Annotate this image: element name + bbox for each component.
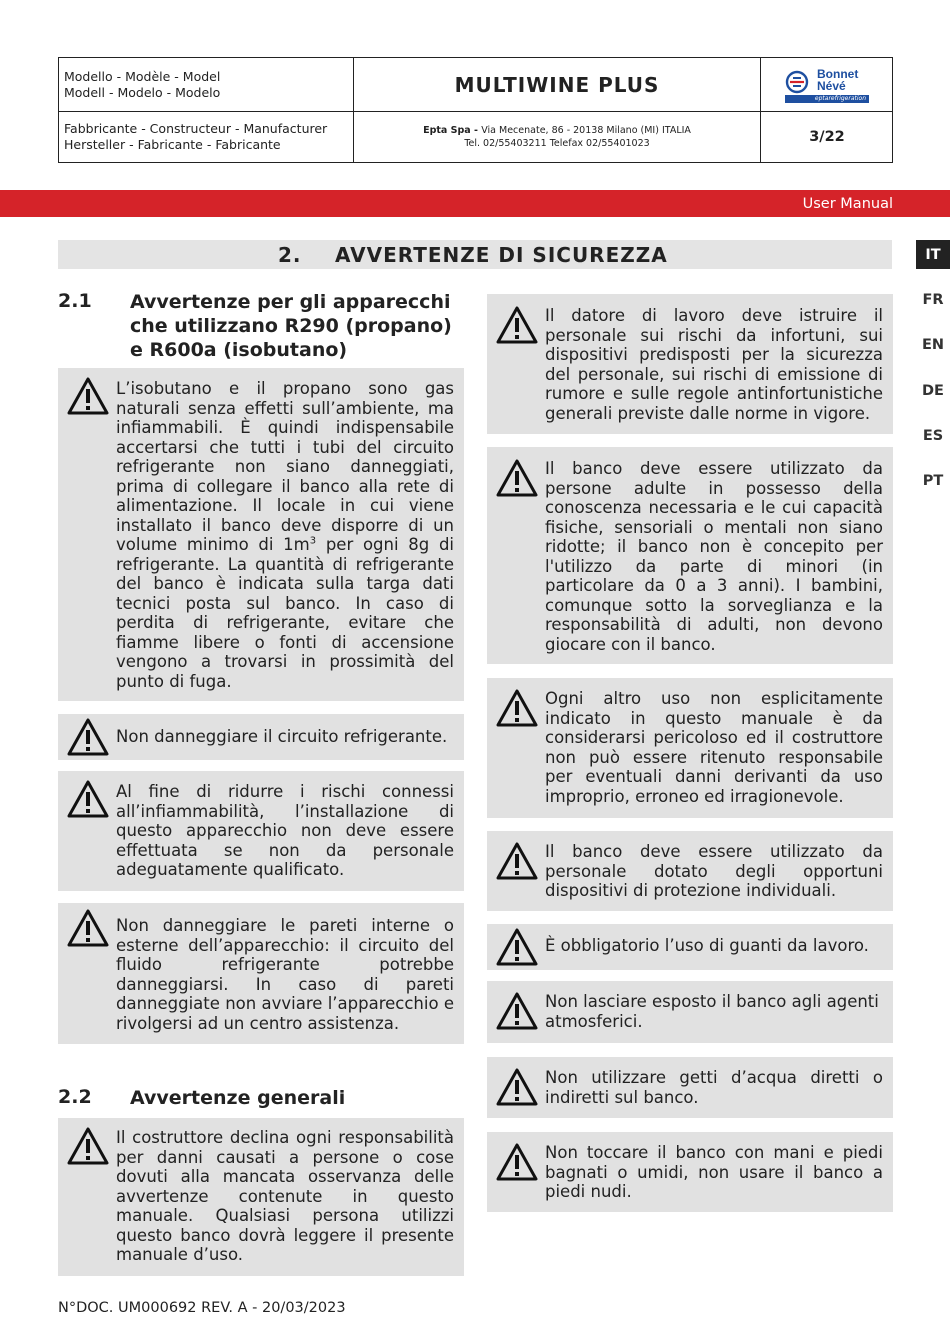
product-name: MULTIWINE PLUS xyxy=(354,58,761,112)
warning-text: Non lasciare esposto il banco agli agenti atmosferici. xyxy=(545,992,879,1031)
manual-type-label: User Manual xyxy=(802,196,893,212)
warning-triangle-icon xyxy=(66,779,110,819)
warning-triangle-icon xyxy=(66,376,110,416)
warning-text: Non toccare il banco con mani e piedi bagnati o umidi, non usare il banco a piedi nudi. xyxy=(545,1143,883,1201)
manufacturer-info-cell xyxy=(354,112,761,162)
warning-box xyxy=(487,924,893,970)
company-address: Via Mecenate, 86 - 20138 Milano (MI) ITALIA xyxy=(481,125,691,136)
warning-box xyxy=(487,294,893,434)
brand-logo-cell xyxy=(761,58,893,112)
model-label-line-2: Modell - Modelo - Modelo xyxy=(64,85,221,100)
warning-box xyxy=(58,1118,464,1276)
logo-line-2: Névé xyxy=(817,79,846,93)
warning-box xyxy=(487,981,893,1043)
warning-triangle-icon xyxy=(495,927,539,967)
manufacturer-label-line-1: Fabbricante - Constructeur - Manufacturer xyxy=(64,121,328,136)
manufacturer-label-cell xyxy=(59,112,354,162)
warning-text: Non danneggiare le pareti interne o esterne dell’apparecchio: il circuito del fluido refrigerante potrebbe danneggiarsi. In caso di pareti danneggiate non avviare l’apparecchio e rivolgersi ad un centro assistenza. xyxy=(116,916,454,1033)
warning-triangle-icon xyxy=(495,841,539,881)
warning-text: Non danneggiare il circuito refrigerante. xyxy=(116,727,448,746)
warning-triangle-icon xyxy=(495,305,539,345)
warning-text-tail: per ogni 8g di refrigerante. La quantità di refrigerante del banco è indicata sulla targa dati tecnici posta sul banco. In caso di perdita di refrigerante, evitare che fiamme libere o fonti di accensione vengono a trovarsi in prossimità del punto di fuga. xyxy=(116,535,455,691)
language-tab-it[interactable]: IT xyxy=(916,240,950,269)
subsection-2-2-number: 2.2 xyxy=(58,1086,92,1108)
model-label-cell xyxy=(59,58,354,112)
bonnet-neve-logo xyxy=(783,67,873,105)
model-label-line-1: Modello - Modèle - Model xyxy=(64,69,221,84)
subsection-2-1-number: 2.1 xyxy=(58,290,92,312)
company-address-line xyxy=(423,124,691,137)
warning-triangle-icon xyxy=(66,908,110,948)
warning-text: Il banco deve essere utilizzato da personale dotato degli opportuni dispositivi di protezione individuali. xyxy=(545,842,883,900)
company-contacts: Tel. 02/55403211 Telefax 02/55401023 xyxy=(464,138,650,149)
language-tab-de[interactable]: DE xyxy=(922,382,944,399)
language-tab-es[interactable]: ES xyxy=(922,427,944,444)
language-tab-pt[interactable]: PT xyxy=(922,472,944,489)
warning-box xyxy=(58,368,464,701)
warning-text: Ogni altro uso non esplicitamente indicato in questo manuale è da considerarsi pericoloso ed il costruttore non può essere ritenuto responsabile per eventuali danni derivanti da uso improprio, erroneo ed irragionevole. xyxy=(545,689,883,806)
logo-circle-icon xyxy=(785,70,809,94)
warning-text: Il banco deve essere utilizzato da persone adulte in possesso della conoscenza necessaria e le cui capacità fisiche, sensoriali o mentali non siano ridotte; il banco non è concepito per l'utilizzo da parte di minori (in particolare da 0 a 3 anni). I bambini, comunque sotto la sorveglianza e la responsabilità di adulti, non devono giocare con il banco. xyxy=(545,459,883,654)
warning-triangle-icon xyxy=(495,991,539,1031)
logo-bar: eptarefrigeration xyxy=(785,95,869,103)
document-reference: N°DOC. UM000692 REV. A - 20/03/2023 xyxy=(58,1300,346,1316)
warning-triangle-icon xyxy=(495,688,539,728)
warning-triangle-icon xyxy=(495,458,539,498)
logo-line-1: Bonnet xyxy=(817,67,859,81)
warning-box xyxy=(487,1057,893,1118)
warning-triangle-icon xyxy=(495,1067,539,1107)
warning-text: Il datore di lavoro deve istruire il personale sui rischi da infortuni, sui dispositivi predisposti per la sicurezza del personale, sui rischi di emissione di rumore e sulle regole antinfortunistiche generali previste dalle norme in vigore. xyxy=(545,306,883,423)
page-number: 3/22 xyxy=(809,129,845,145)
warning-box xyxy=(487,831,893,911)
warning-text: Il costruttore declina ogni responsabilità per danni causati a persone o cose dovuti alla mancata osservanza delle avvertenze contenute in questo manuale. Qualsiasi persona utilizzi questo banco dovrà leggere il presente manuale d’uso. xyxy=(116,1128,454,1264)
section-title: AVVERTENZE DI SICUREZZA xyxy=(335,243,668,267)
warning-box xyxy=(487,1132,893,1212)
company-name: Epta Spa - xyxy=(423,125,482,136)
warning-box xyxy=(487,447,893,664)
warning-text xyxy=(116,379,454,691)
subsection-2-1-title: Avvertenze per gli apparecchi che utilizzano R290 (propano) e R600a (isobutano) xyxy=(130,291,452,361)
section-number: 2. xyxy=(278,243,302,267)
subsection-2-2-title: Avvertenze generali xyxy=(130,1087,346,1109)
manufacturer-label-line-2: Hersteller - Fabricante - Fabricante xyxy=(64,137,281,152)
warning-triangle-icon xyxy=(66,1126,110,1166)
document-header-table xyxy=(58,57,893,163)
warning-triangle-icon xyxy=(66,717,110,757)
warning-text: Al fine di ridurre i rischi connessi all’infiammabilità, l’installazione di questo apparecchio non deve essere effettuata se non da personale adeguatamente qualificato. xyxy=(116,782,454,879)
warning-text-superscript: 3 xyxy=(309,535,317,547)
warning-box xyxy=(58,714,464,760)
language-tab-en[interactable]: EN xyxy=(921,336,945,353)
language-tab-fr[interactable]: FR xyxy=(922,291,944,308)
warning-box xyxy=(58,903,464,1044)
warning-box xyxy=(58,771,464,891)
warning-text: Non utilizzare getti d’acqua diretti o indiretti sul banco. xyxy=(545,1068,883,1107)
warning-text-main: L’isobutano e il propano sono gas naturali senza effetti sull’ambiente, ma infiammabili. È quindi indispensabile accertarsi che tutti i tubi del circuito refrigerante non siano danneggiati, prima di collegare il banco alla rete di alimentazione. Il locale in cui viene installato il banco deve disporre di un volume minimo di 1m xyxy=(116,379,454,554)
warning-text: È obbligatorio l’uso di guanti da lavoro. xyxy=(545,936,869,955)
warning-box xyxy=(487,678,893,818)
warning-triangle-icon xyxy=(495,1142,539,1182)
